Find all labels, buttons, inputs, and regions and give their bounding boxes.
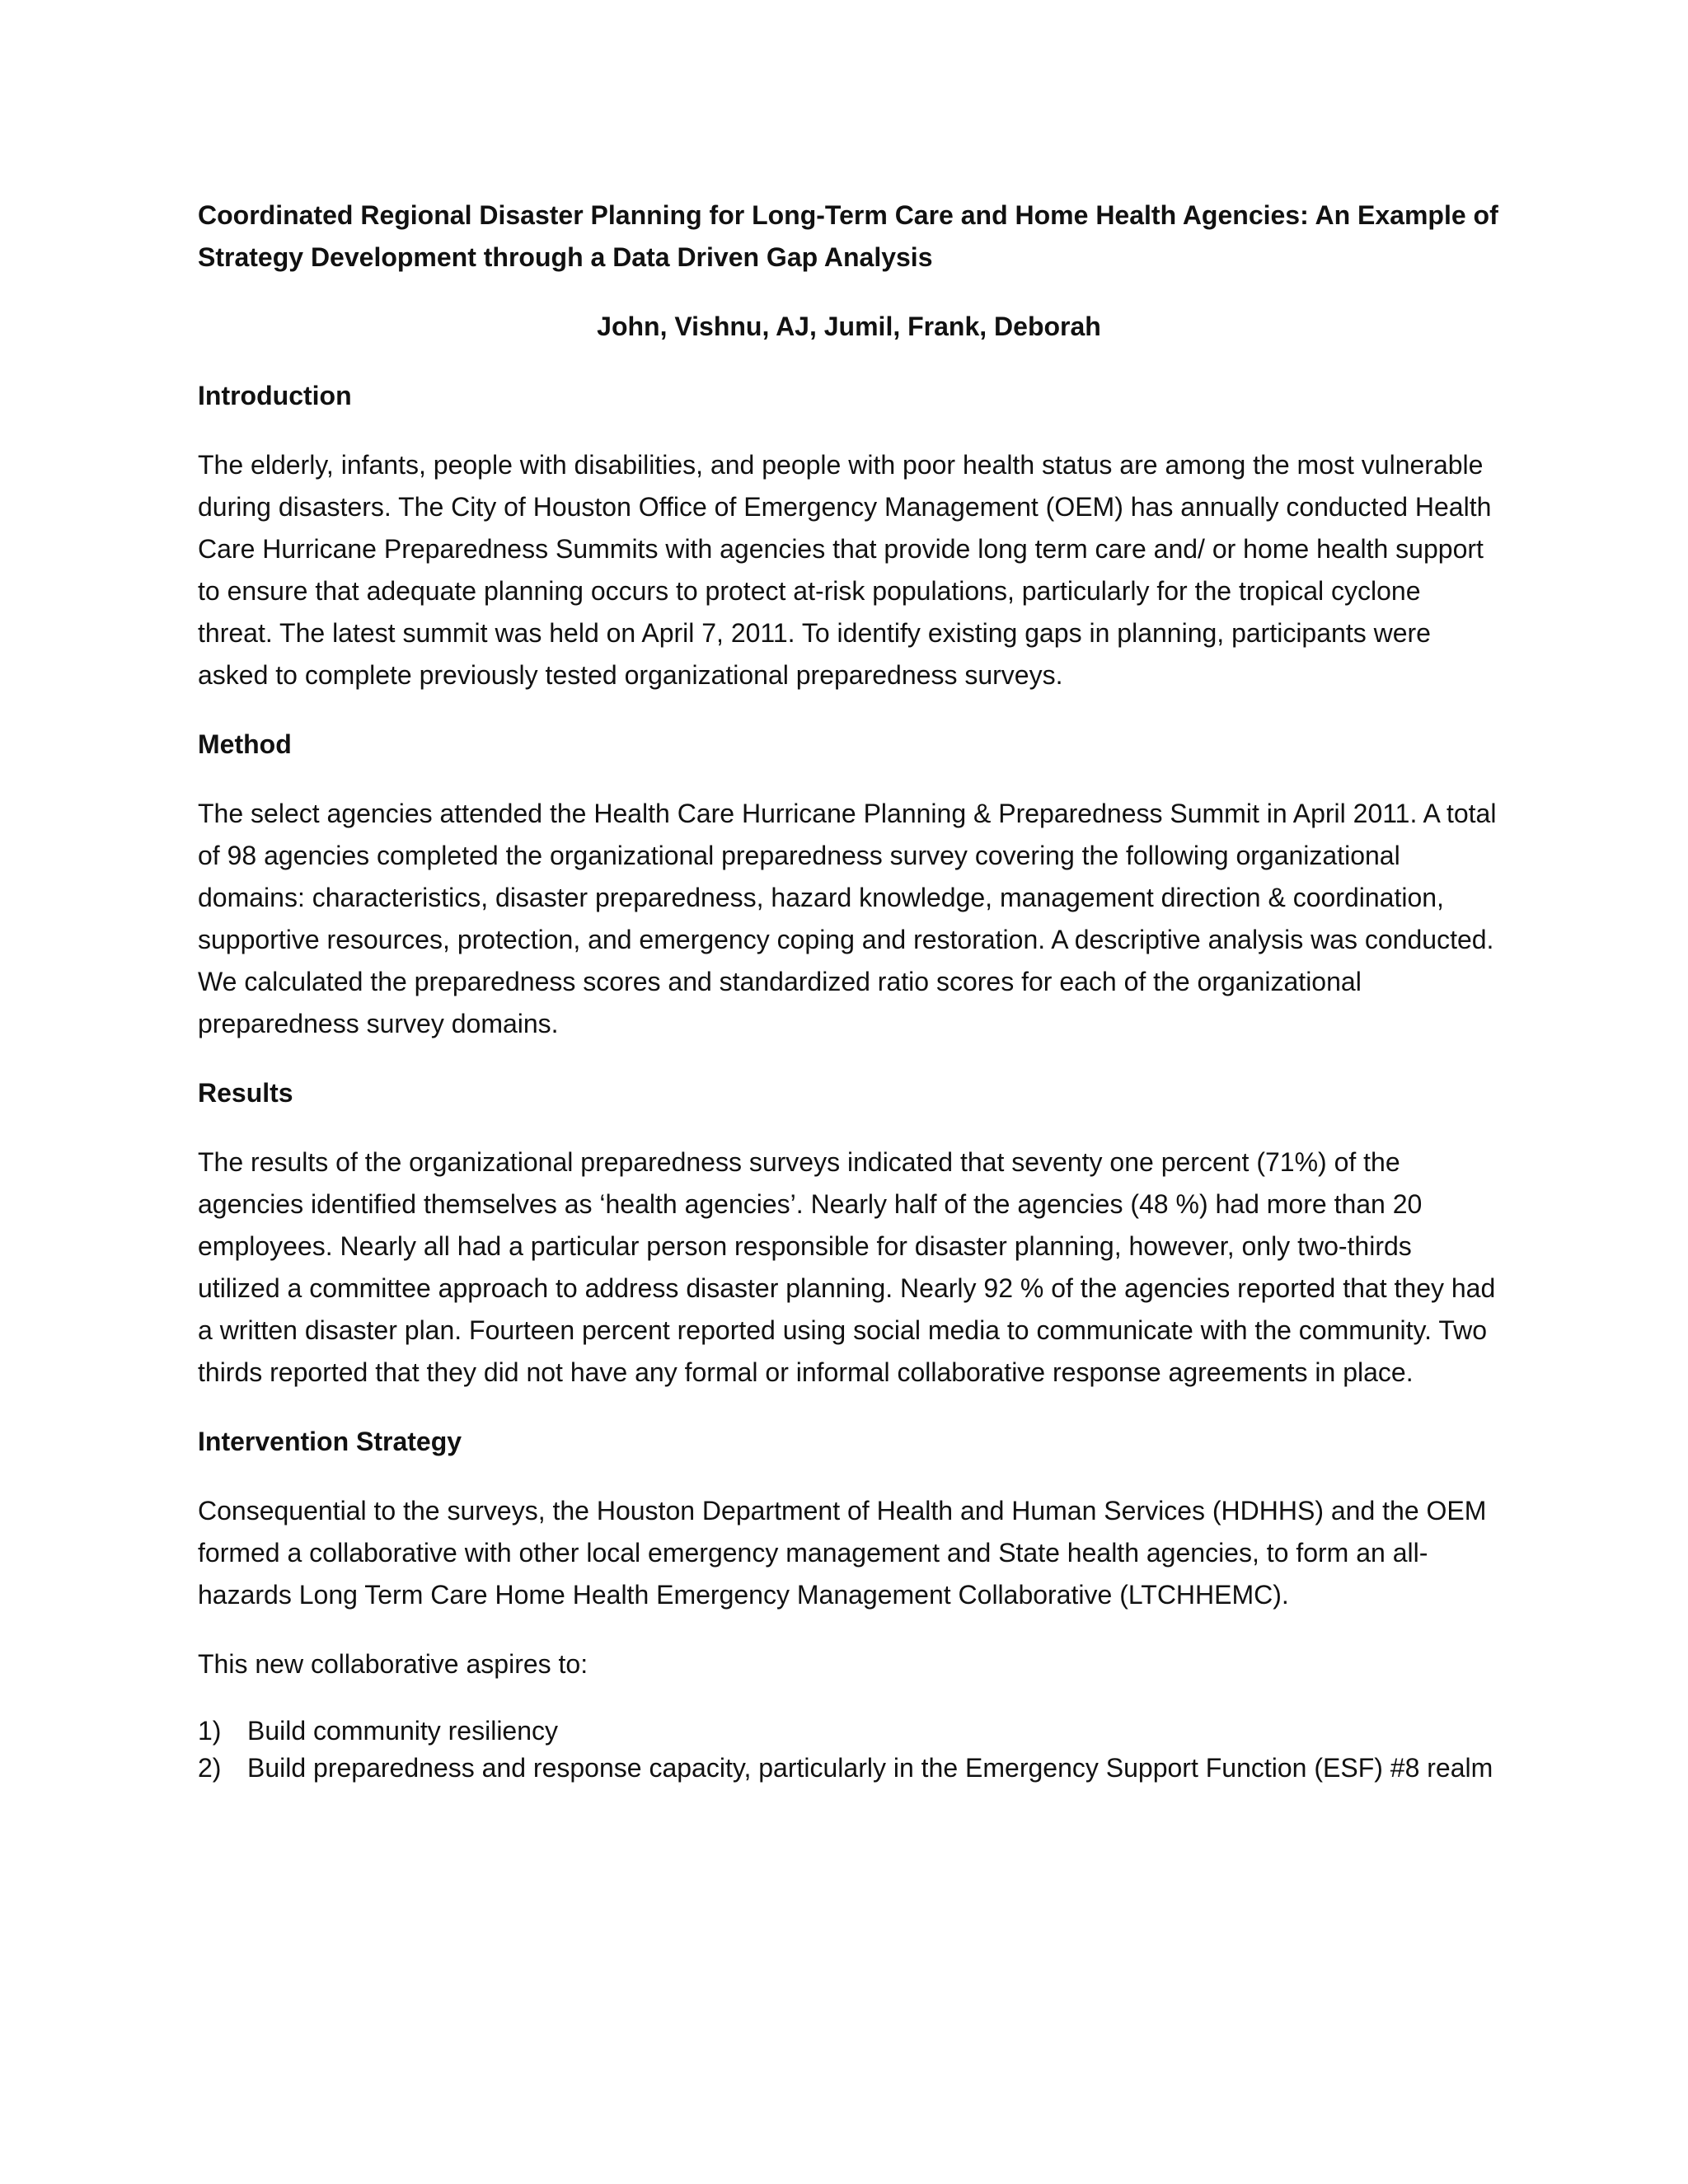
intervention-lead: This new collaborative aspires to: (198, 1649, 588, 1679)
section-heading-intervention: Intervention Strategy (198, 1427, 462, 1456)
introduction-paragraph: The elderly, infants, people with disabilities, and people with poor health status are among the most vulnerable during disasters. The City of Houston Office of Emergency Management (OEM) has annually conducted Health Care Hurricane Preparedness Summits with agencies that provide long term care and/ or home health support to ensure that adequate planning occurs to protect at-risk populations, particularly for the tropical cyclone threat. The latest summit was held on April 7, 2011. To identify existing gaps in planning, participants were asked to complete previously tested organizational preparedness surveys. (198, 450, 1492, 690)
aspiration-list (198, 1713, 1500, 1787)
section-heading-introduction: Introduction (198, 381, 352, 410)
section-heading-method: Method (198, 729, 292, 759)
list-item-number: 1) (198, 1716, 222, 1746)
list-item (198, 1750, 1500, 1787)
section-heading-results: Results (198, 1078, 293, 1108)
list-item-text: Build preparedness and response capacity, particularly in the Emergency Support Function (ESF) #8 realm (247, 1753, 1493, 1783)
results-paragraph: The results of the organizational preparedness surveys indicated that seventy one percent (71%) of the agencies identified themselves as ‘health agencies’. Nearly half of the agencies (48 %) had more than 20 employees. Nearly all had a particular person responsible for disaster planning, however, only two-thirds utilized a committee approach to address disaster planning. Nearly 92 % of the agencies reported that they had a written disaster plan. Fourteen percent reported using social media to communicate with the community. Two thirds reported that they did not have any formal or informal collaborative response agreements in place. (198, 1147, 1496, 1387)
list-item (198, 1713, 1500, 1750)
document-page (198, 194, 1500, 1787)
list-item-number: 2) (198, 1753, 222, 1783)
method-paragraph: The select agencies attended the Health Care Hurricane Planning & Preparedness Summit in April 2011. A total of 98 agencies completed the organizational preparedness survey covering the following organizational domains: characteristics, disaster preparedness, hazard knowledge, management direction & coordination, supportive resources, protection, and emergency coping and restoration. A descriptive analysis was conducted. We calculated the preparedness scores and standardized ratio scores for each of the organizational preparedness survey domains. (198, 799, 1497, 1038)
intervention-paragraph: Consequential to the surveys, the Houston Department of Health and Human Services (HDHHS) and the OEM formed a collaborative with other local emergency management and State health agencies, to form an all-hazards Long Term Care Home Health Emergency Management Collaborative (LTCHHEMC). (198, 1496, 1487, 1610)
document-title: Coordinated Regional Disaster Planning for Long-Term Care and Home Health Agencies: An Example of Strategy Development through a Data Driven Gap Analysis (198, 200, 1498, 272)
list-item-text: Build community resiliency (247, 1716, 559, 1746)
author-list: John, Vishnu, AJ, Jumil, Frank, Deborah (597, 312, 1101, 341)
